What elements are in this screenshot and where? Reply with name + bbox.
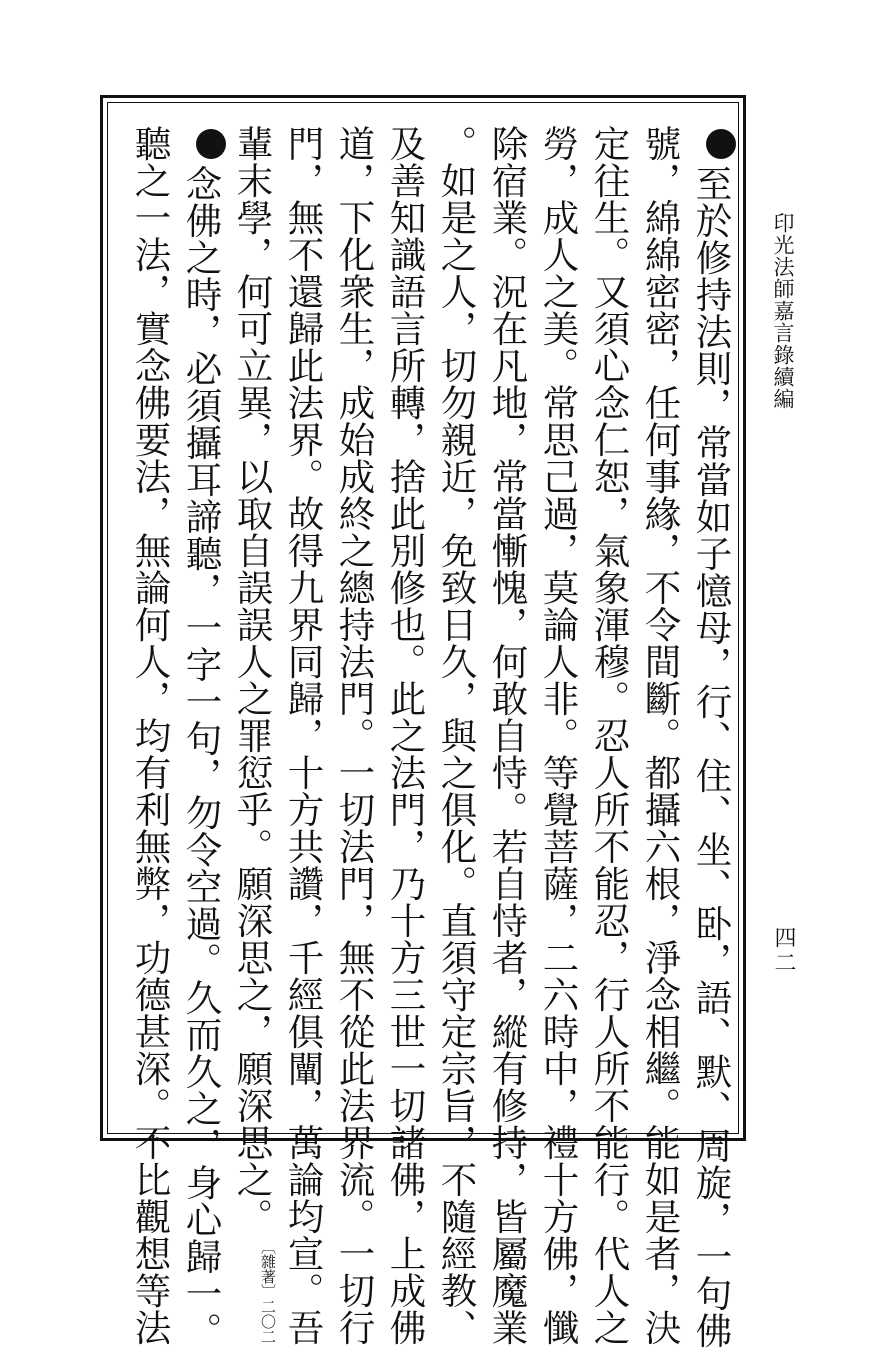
text-column-5: [482, 125, 532, 1346]
section-bullet-icon: [706, 129, 736, 159]
section-bullet-icon: [196, 129, 226, 159]
column-text: 除宿業。況在凡地，常當慚愧，何敢自恃。若自恃者，縱有修持，皆屬魔業: [486, 125, 529, 1346]
text-column-1: [686, 125, 736, 1349]
running-header-title: 印光法師嘉言錄續編: [771, 212, 795, 410]
source-citation-note: [259, 1239, 277, 1344]
column-text: 聽之一法，實念佛要法，無論何人，均有利無弊，功德甚深。不比觀想等法: [129, 125, 172, 1346]
column-text: 及善知識語言所轉，捨此別修也。此之法門，乃十方三世一切諸佛，上成佛: [384, 125, 427, 1346]
text-column-8: [329, 125, 379, 1346]
column-text: 。如是之人，切勿親近，免致日久，與之俱化。直須守定宗旨，不隨經教、: [435, 125, 478, 1346]
text-column-4: [533, 125, 583, 1346]
text-column-7: [380, 125, 430, 1346]
column-text: 道，下化衆生，成始成終之總持法門。一切法門，無不從此法界流。一切行: [333, 125, 376, 1346]
column-text: 念佛之時，必須攝耳諦聽，一字一句，勿令空過。久而久之，身心歸一。: [180, 165, 223, 1349]
column-text: 輩末學，何可立異，以取自誤誤人之罪愆乎。願深思之，願深思之。: [231, 125, 274, 1235]
column-text: 門，無不還歸此法界。故得九界同歸，十方共讚，千經俱闡，萬論均宣。吾: [282, 125, 325, 1346]
text-column-3: [584, 125, 634, 1346]
text-column-12: [125, 125, 175, 1346]
column-text: 至於修持法則，常當如子憶母，行、住、坐、卧，語、默、周旋，一句佛: [690, 165, 733, 1349]
page-number: 四二: [771, 926, 796, 976]
column-text: 勞，成人之美。常思己過，莫論人非。等覺菩薩，二六時中，禮十方佛，懺: [537, 125, 580, 1346]
column-text: 號，綿綿密密，任何事緣，不令間斷。都攝六根，淨念相繼。能如是者，決: [639, 125, 682, 1346]
text-column-11: [176, 125, 226, 1349]
citation-source: 〔雜著〕: [259, 1239, 277, 1299]
text-column-10: [227, 125, 277, 1344]
text-column-2: [635, 125, 685, 1346]
column-text: 定往生。又須心念仁恕，氣象渾穆。忍人所不能忍，行人所不能行。代人之: [588, 125, 631, 1346]
citation-number: 二〇二: [259, 1299, 277, 1344]
text-column-9: [278, 125, 328, 1346]
text-column-6: [431, 125, 481, 1346]
